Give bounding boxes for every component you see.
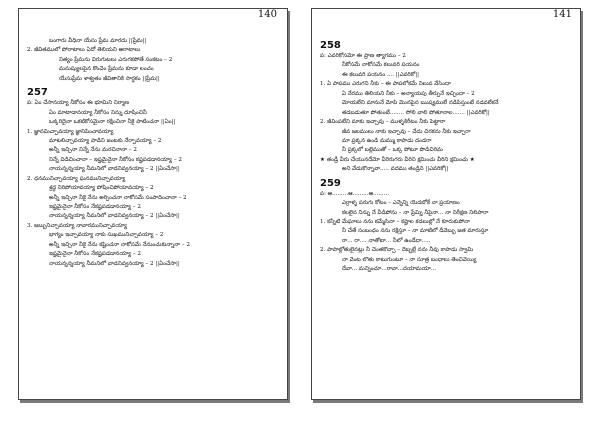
lyric-line: 2. ధనమునిచ్చావయ్యా ఘనమునిచ్చావయ్యా: [27, 175, 126, 182]
lyric-line: కలలైన నిన్ను నే వీడిపోను – నా ప్రేమ్ని నీపైనా... నా నిరీక్షణ నిలిపారా: [342, 209, 489, 216]
lyric-line: యేసుప్రేమ శాశ్వతం జీవితానికి సార్థకం ||ప్రేమ||: [59, 75, 160, 82]
left-page: [18, 8, 288, 400]
lyric-line: జీవ జలములు నాకు ఇచ్చావు – చేదు చిరకను నీకు ఇచ్చారా: [342, 128, 471, 135]
lyric-line: 1. జ్ఞానమిచ్చావయ్యా జ్ఞానిపించావయ్యా: [27, 128, 114, 135]
lyric-line: ఎర్రాళ్ళ పరుగు కోటం – ఎన్నెన్ని యెదబోకే నా ప్రయాణం: [342, 200, 460, 207]
lyric-line: 1. ఏ పాపము ఎరుగని నీకు – ఈ పాపలోకమే నిలువ వేసిందా: [320, 81, 451, 88]
lyric-line: ప: ఏం చేసానయ్యా నీకోసం ఈ భూమిని నిర్మాణ: [27, 100, 130, 107]
lyric-line: 2. జీవింపలేని మాకు ఇచ్చావు – ముళ్ళకిరీటం నీకు పెట్టారా: [320, 119, 446, 126]
lyric-line: దేవా... మన్నించూ...రావా...దయామయా...: [342, 266, 437, 273]
lyric-line: ఇష్టమైనైనా నీకోసం నేకష్టపడడానయ్యా – 2: [49, 204, 141, 210]
lyric-line: భాగ్యం ఇచ్చావయ్యా నాకు సుఖమునిచ్చావయ్యా – 2: [49, 232, 164, 239]
lyric-line: మోయలేని మానునే మోపి మొనపైన ఋష్యములే నడిపిస్తుంటే నడవలేకనే: [342, 100, 499, 107]
lyric-line: నిత్యం ప్రేమను విరుగుటలు ఎరుగకపోతే సంకటం – 2: [59, 56, 173, 63]
song-number-heading: 258: [320, 40, 341, 51]
song-number-heading: 257: [27, 87, 48, 99]
lyric-line: మనుష్యులపైన కొంచెం ప్రేమను కూడా లంచం: [59, 66, 154, 73]
lyric-line: ప: ఎవరికోసమో ఈ ప్రాణ త్యాగము – 2: [320, 53, 406, 59]
lyric-line: నీకోసమే నాకోసమే కలువరి పయనం: [342, 62, 420, 69]
right-page: [311, 8, 581, 400]
page-content: [320, 37, 572, 275]
page-number: 141: [552, 9, 572, 20]
lyric-line: ఒక్కరిదైనా ఒకటికోసమైనా రక్షించినా నీకై పాటించనా ||ఏం||: [49, 119, 176, 126]
lyric-line: 2. జీవితములో పోరాటాలు ఏదో తెలియని ఆరాటాలు: [27, 47, 141, 54]
lyric-line: అని వేడుకొన్నావా..... వదము తండ్రిని ||ఎవరికో||: [342, 166, 449, 173]
lyric-line: రా... రా.... నాతోటా... నీలో ఉండేదా.....: [342, 237, 431, 244]
lyric-line: నాయన్నన్నయ్యా నీమనిలో వాడనివ్వనయ్యా – 2 ||ఏంచేసా||: [49, 260, 180, 267]
lyric-line: నాయన్నన్నయ్యా నీమనిలో వాడనివ్వనయ్యా – 2 ||ఏంచేసా||: [49, 166, 180, 173]
lyric-line: ప: ఆ.........ఆ.........ఆ.........: [320, 190, 390, 197]
lyric-line: నాయన్నన్నయ్యా నీమనిలో వాడనివ్వనయ్యా – 2 ||ఏంచేసా||: [49, 213, 180, 220]
lyric-line: బంగారు వీధినా యేసు ప్రేమ మారదు ||ప్రేమ||: [49, 38, 147, 44]
lyric-line: ఇష్టమైనైనా నీకోసం నేకష్టపడడానయ్యా – 2: [49, 251, 141, 258]
song-number-heading: 259: [320, 177, 341, 189]
lyric-line: అన్నీ ఇచ్చినా నీకై నేను కష్టించనా నాకోసమే నేనుంచుకున్నానా – 2: [49, 241, 190, 248]
lyric-line: ఏం మాటాడానయ్యా నీకోసం నిన్ను దూషించినీ: [49, 109, 147, 116]
lyric-line: 3. జబ్బునిచ్చావయ్యా నావారమునిచ్చావయ్యా: [27, 222, 127, 229]
lyric-line: శ్రద్ధ నిరిపోయావయ్యా పోషించిపోయావయ్యా – 2: [49, 185, 154, 192]
lyric-line: అన్నీ ఇచ్చినా నిన్నే నేను మరచినానా – 2: [49, 147, 137, 154]
page-number: 140: [257, 9, 277, 20]
lyric-line: మాటలిచ్చావయ్యా పాడిని జంటకు నేర్పావయ్యా – 2: [49, 137, 162, 144]
lyric-line: నీ ప్రక్కలో బల్లెముతో – ఒక్క పోటూ పొడిచిరిమ: [342, 147, 443, 154]
lyric-line: నా వెంట లొతు కాటుగుంటూ – నా సూత్ర బంధాలు తెంచివెయ్యి: [342, 256, 477, 263]
lyric-line: ★ తండ్రీ వీరు చేయునదేమో వీరెరుగరు వీరిని క్షమించు వీరిని క్షమించు ★: [320, 156, 475, 163]
lyric-line: ఏ నేరము తెలియని నీకు – అన్యాయపు తీర్పునే ఇచ్చిందా – 2: [342, 90, 475, 97]
lyric-line: మా ప్రక్కన ఉండి మమ్ము కాపాడు దండరా: [342, 137, 432, 144]
lyric-line: అన్నీ ఇచ్చినా నీకై నేను అర్పించనా నాకోసమే సంపాదించానా – 2: [49, 194, 187, 201]
lyric-line: 1. కన్నీటి మేఘాలు నను కమ్మేసినా – కష్టాల కడలుల్లో నే కూరుకుపోనా: [320, 219, 470, 225]
lyric-line: తడబడుతూ పోతుంటే........ సోలి వాలి పోతూనాల....... ||ఎవరికో||: [342, 109, 490, 116]
lyric-line: 2. పాపాల్లోతులైనట్లు నీ చెంతకొచ్చా – దెబ్బల్లే నను నీవు కాపాడు స్వామి: [320, 247, 474, 254]
lyric-line: ఈ కలువరి పయనం .... ||ఎవరికో||: [342, 71, 419, 78]
page-content: [27, 37, 279, 269]
lyric-line: నీ చేతే సంబంధం నను రక్షిస్తూ – నా మాటిలో దీవెబ్బు జత మారుస్తూ: [342, 228, 489, 235]
lyric-line: నిన్నే విడిచించానా – ఇష్టమైనైనా నీకోసం కష్టపడడానయ్యా – 2: [49, 156, 182, 163]
